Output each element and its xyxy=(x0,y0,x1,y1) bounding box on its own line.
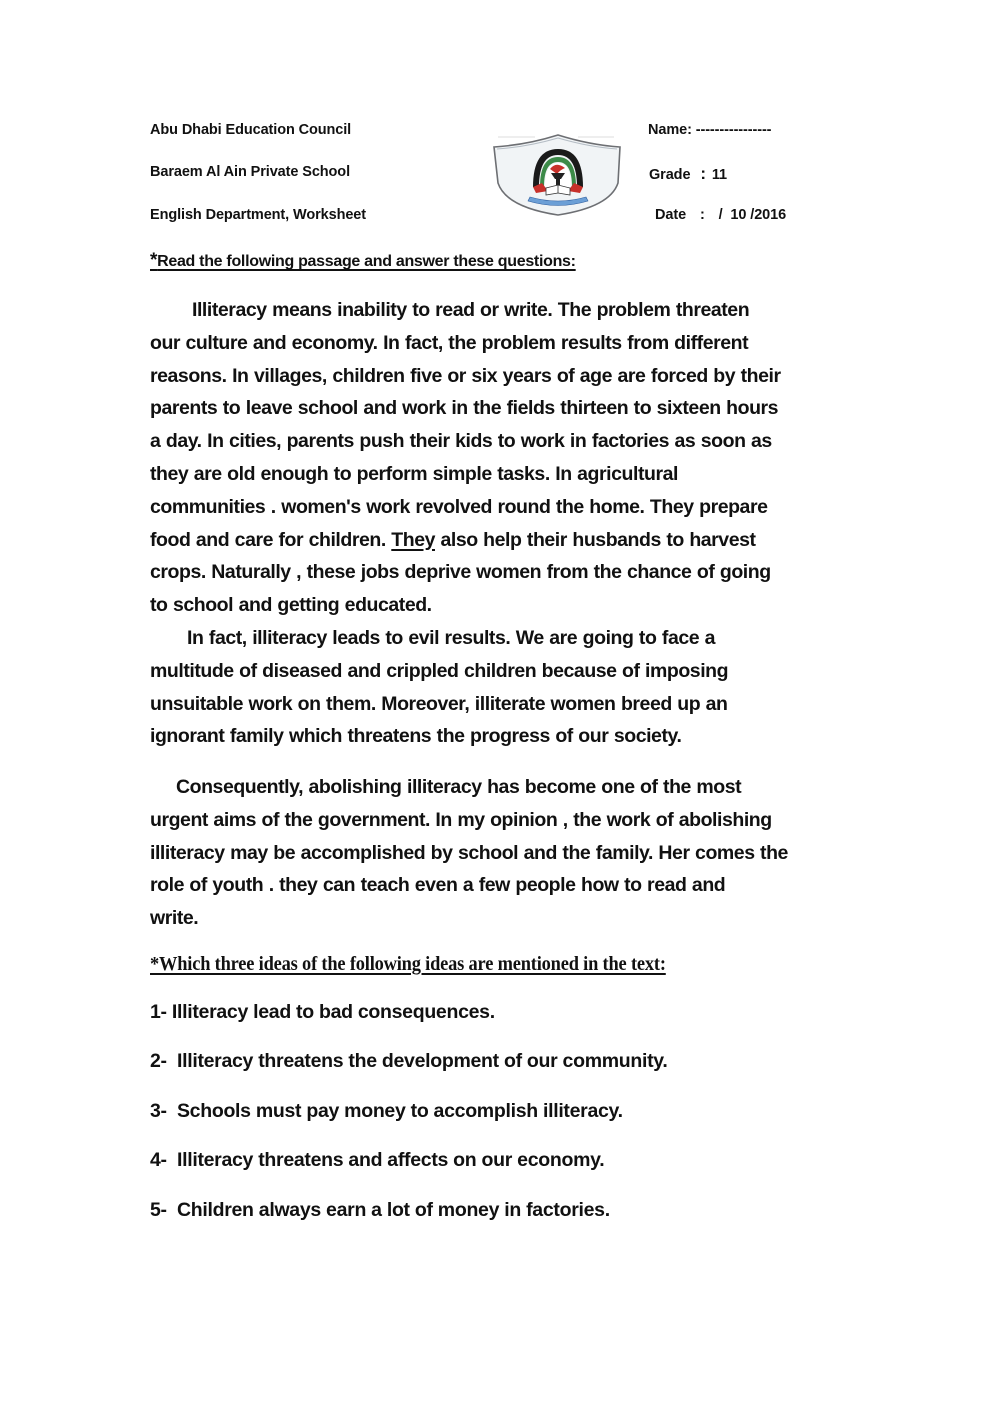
student-name-field: Name: ---------------- xyxy=(648,122,772,138)
date-value: / 10 /2016 xyxy=(718,207,787,223)
school-crest-shield-icon xyxy=(490,133,626,219)
grade-field xyxy=(649,164,727,184)
answer-option-5: 5- Children always earn a lot of money in factories. xyxy=(150,1199,610,1221)
date-separator: : xyxy=(699,207,705,223)
passage-line: multitude of diseased and crippled children because of imposing xyxy=(150,659,729,682)
passage-paragraph-2 xyxy=(150,622,850,753)
passage-line: our culture and economy. In fact, the problem results from different xyxy=(150,331,749,354)
passage-line-with-underline xyxy=(150,524,850,557)
date-label: Date xyxy=(655,207,687,223)
question-title: *Which three ideas of the following ideas are mentioned in the text: xyxy=(150,953,666,975)
passage-line: Illiteracy means inability to read or write. The problem threaten xyxy=(192,299,750,321)
council-name: Abu Dhabi Education Council xyxy=(150,122,352,138)
passage-paragraph-3 xyxy=(150,771,850,935)
passage-line: In fact, illiteracy leads to evil results. We are going to face a xyxy=(187,627,715,649)
department-name: English Department, Worksheet xyxy=(150,207,366,223)
answer-option-3: 3- Schools must pay money to accomplish illiteracy. xyxy=(150,1100,623,1122)
passage-line: illiteracy may be accomplished by school and the family. Her comes the xyxy=(150,841,788,864)
instruction-text: Read the following passage and answer these questions: xyxy=(157,253,576,270)
passage-line: they are old enough to perform simple tasks. In agricultural xyxy=(150,462,678,485)
passage-text: also help their husbands to harvest xyxy=(435,528,756,551)
reading-instruction xyxy=(150,250,576,272)
underlined-reference-word: They xyxy=(391,528,435,551)
passage-line: role of youth . they can teach even a few people how to read and xyxy=(150,874,726,897)
passage-line: write. xyxy=(150,907,199,930)
passage-line: reasons. In villages, children five or six years of age are forced by their xyxy=(150,364,781,387)
passage-line: ignorant family which threatens the progress of our society. xyxy=(150,725,682,748)
passage-line: parents to leave school and work in the fields thirteen to sixteen hours xyxy=(150,397,779,420)
date-field xyxy=(655,207,786,223)
instruction-star: * xyxy=(150,250,158,271)
passage-line: to school and getting educated. xyxy=(150,594,432,617)
grade-value: 11 xyxy=(711,167,727,183)
passage-line: Consequently, abolishing illiteracy has become one of the most xyxy=(176,776,742,798)
passage-line: urgent aims of the government. In my opinion , the work of abolishing xyxy=(150,808,772,831)
passage-line: crops. Naturally , these jobs deprive women from the chance of going xyxy=(150,561,771,584)
passage-line: communities . women's work revolved round the home. They prepare xyxy=(150,495,768,518)
grade-separator: : xyxy=(700,164,706,183)
answer-option-2: 2- Illiteracy threatens the development of our community. xyxy=(150,1050,668,1072)
grade-label: Grade xyxy=(649,167,691,183)
passage-paragraph-1 xyxy=(150,294,850,622)
passage-line: a day. In cities, parents push their kids to work in factories as soon as xyxy=(150,430,772,453)
answer-option-4: 4- Illiteracy threatens and affects on our economy. xyxy=(150,1149,605,1171)
answer-option-1: 1- Illiteracy lead to bad consequences. xyxy=(150,1001,495,1023)
passage-line: unsuitable work on them. Moreover, illiterate women breed up an xyxy=(150,692,728,715)
passage-text: food and care for children. xyxy=(150,528,392,551)
school-name: Baraem Al Ain Private School xyxy=(150,164,350,180)
